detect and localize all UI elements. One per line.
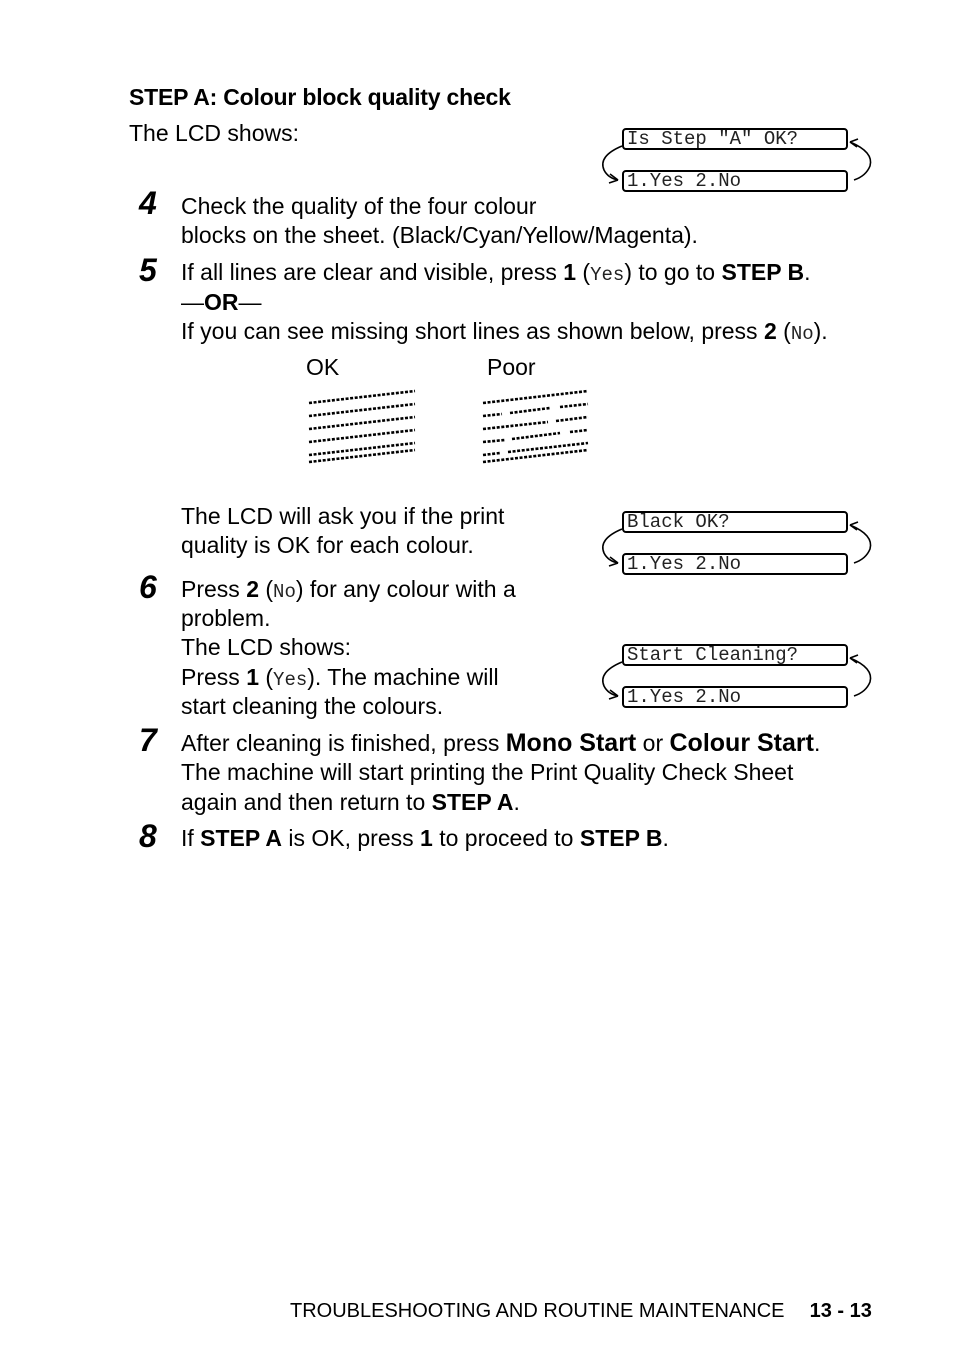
- lcd-line-2: 1.Yes 2.No: [622, 686, 848, 708]
- step-b-ref: STEP B: [721, 259, 805, 285]
- page-footer: [290, 1300, 872, 1323]
- text: Press: [181, 576, 247, 602]
- poor-label: Poor: [487, 354, 536, 380]
- colour-start-key: Colour Start: [669, 729, 814, 757]
- or-separator: [181, 288, 262, 317]
- step-7-line-1: [181, 729, 820, 758]
- poor-sample-line: [483, 422, 548, 429]
- step-number-7: 7: [139, 722, 157, 758]
- step-number-8: 8: [139, 818, 157, 854]
- text: (: [258, 576, 274, 602]
- key-1: 1: [420, 825, 433, 851]
- ok-sample-line: [309, 404, 415, 416]
- poor-sample-line: [483, 414, 502, 416]
- text: If you can see missing short lines as shown below, press: [181, 318, 764, 344]
- lcd-line-1: Black OK?: [622, 511, 848, 533]
- poor-sample-line: [483, 440, 505, 442]
- text: .: [813, 730, 821, 756]
- text: to proceed to: [432, 825, 580, 851]
- step-5-option-a: [181, 258, 811, 290]
- text: ) for any colour with a: [295, 576, 516, 602]
- step-6-line-2: problem.: [181, 605, 271, 631]
- key-1: 1: [563, 259, 577, 285]
- text: Press: [181, 664, 247, 690]
- poor-sample-line: [570, 430, 588, 432]
- dash: —: [181, 289, 204, 315]
- step-number-5: 5: [139, 252, 157, 288]
- lcd-option-no: No: [273, 581, 296, 603]
- poor-sample-line: [483, 391, 588, 403]
- poor-sample-line: [483, 450, 588, 462]
- mono-start-key: Mono Start: [505, 729, 637, 757]
- footer-section-title: TROUBLESHOOTING AND ROUTINE MAINTENANCE: [290, 1300, 785, 1322]
- text: .: [662, 825, 669, 851]
- dash: —: [238, 289, 262, 315]
- step-b-ref: STEP B: [579, 825, 663, 851]
- ok-sample-line: [309, 443, 415, 455]
- ok-sample-line: [309, 417, 415, 429]
- step-a-ref: STEP A: [431, 789, 514, 815]
- key-2: 2: [246, 576, 259, 602]
- step-6-line-4: [181, 663, 499, 695]
- lcd-option-no: No: [790, 323, 814, 345]
- key-2: 2: [763, 318, 777, 344]
- poor-sample-line: [483, 453, 500, 455]
- lcd-option-yes: Yes: [590, 264, 625, 286]
- poor-sample-line: [512, 433, 560, 439]
- step-number-4: 4: [139, 185, 157, 221]
- text: If all lines are clear and visible, press: [181, 259, 564, 285]
- lcd-display-step-a: [598, 128, 878, 200]
- text: (: [576, 259, 591, 285]
- text: ).: [813, 318, 828, 344]
- page-number: 13 - 13: [809, 1300, 872, 1322]
- step-8-line-1: [181, 824, 669, 853]
- text: (: [776, 318, 791, 344]
- text: .: [804, 259, 811, 285]
- lcd-display-black-ok: [598, 511, 878, 583]
- text: or: [636, 730, 670, 756]
- text: After cleaning is finished, press: [181, 730, 506, 756]
- text: ). The machine will: [307, 664, 499, 690]
- text: is OK, press: [281, 825, 421, 851]
- step-a-ref: STEP A: [200, 825, 282, 851]
- section-heading: STEP A: Colour block quality check: [129, 84, 511, 110]
- text: (: [258, 664, 274, 690]
- or-word: OR: [204, 289, 239, 315]
- ok-sample-line: [309, 430, 415, 442]
- step-7-line-3: [181, 788, 520, 817]
- lcd-shows-intro: The LCD shows:: [129, 120, 300, 146]
- lcd-display-start-cleaning: [598, 644, 878, 716]
- text: again and then return to: [181, 789, 432, 815]
- ok-sample-line: [309, 391, 415, 403]
- step-number-6: 6: [139, 569, 157, 605]
- lcd-line-2: 1.Yes 2.No: [622, 553, 848, 575]
- ok-sample-line: [309, 450, 415, 462]
- poor-sample-line: [560, 404, 588, 407]
- ok-label: OK: [306, 354, 340, 380]
- poor-sample-line: [556, 417, 588, 421]
- lcd-line-2: 1.Yes 2.No: [622, 170, 848, 192]
- lcd-line-1: Start Cleaning?: [622, 644, 848, 666]
- step-4-line-1: Check the quality of the four colour: [181, 193, 537, 219]
- lcd-line-1: Is Step "A" OK?: [622, 128, 848, 150]
- text: If: [181, 825, 201, 851]
- lcd-option-yes: Yes: [273, 669, 308, 691]
- step-6-line-1: [181, 575, 516, 607]
- poor-sample-line: [510, 408, 550, 413]
- key-1: 1: [246, 664, 259, 690]
- text: .: [513, 789, 520, 815]
- text: ) to go to: [624, 259, 722, 285]
- step-4-line-2: blocks on the sheet. (Black/Cyan/Yellow/Magenta).: [181, 222, 698, 248]
- step-7-line-2: The machine will start printing the Print Quality Check Sheet: [181, 759, 794, 785]
- lcd-ask-line-2: quality is OK for each colour.: [181, 532, 474, 558]
- step-5-option-b: [181, 317, 828, 349]
- step-6-line-5: start cleaning the colours.: [181, 693, 444, 719]
- lcd-ask-line-1: The LCD will ask you if the print: [181, 503, 505, 529]
- step-6-line-3: The LCD shows:: [181, 634, 352, 660]
- quality-sample-illustration: [300, 380, 600, 475]
